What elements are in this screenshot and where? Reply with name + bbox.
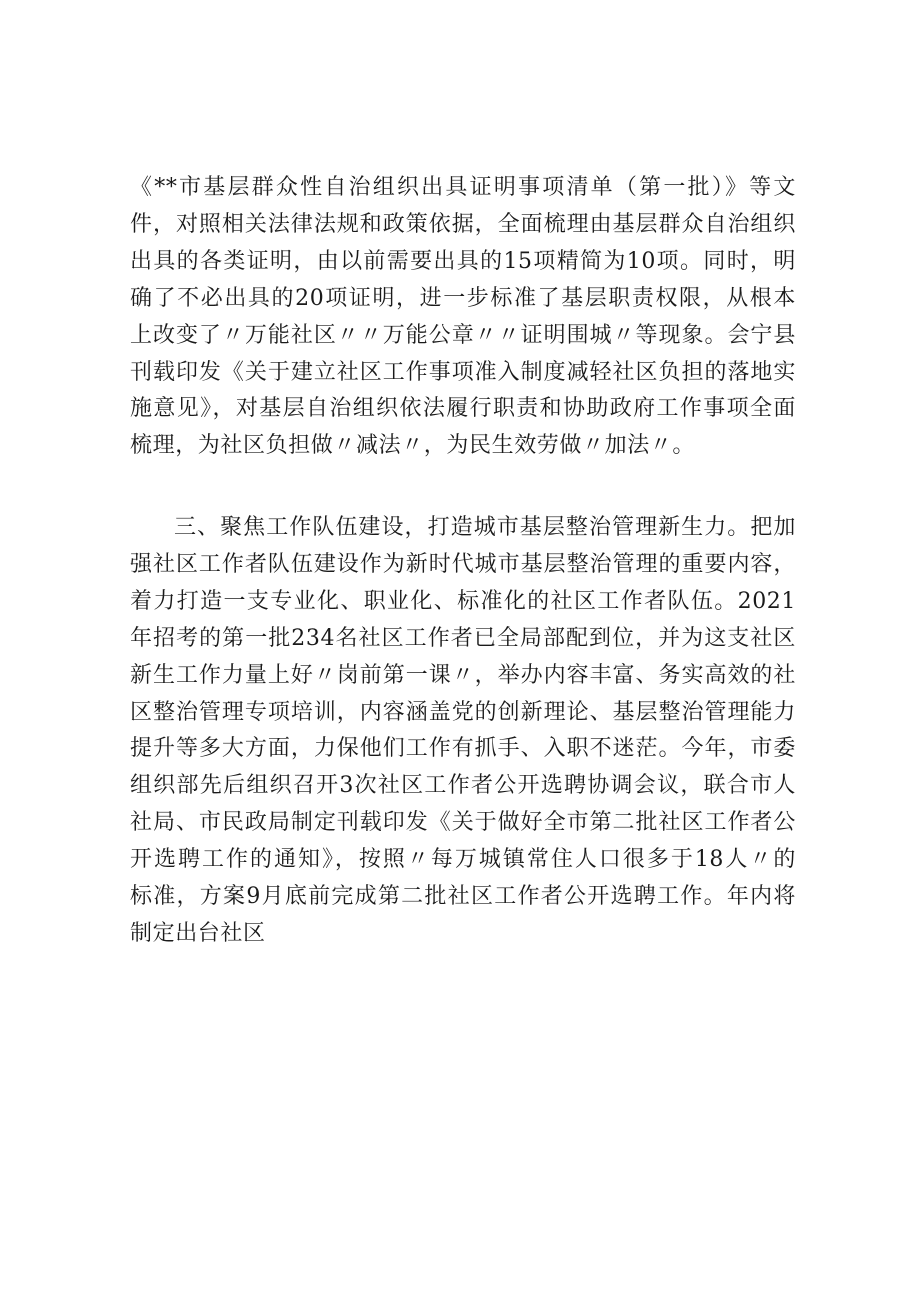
paragraph-line: 着力打造一支专业化、职业化、标准化的社区工作者队伍。2021 bbox=[130, 588, 796, 614]
paragraph-line: 提升等多大方面，力保他们工作有抓手、入职不迷茫。今年，市委 bbox=[130, 736, 796, 762]
paragraph-line: 《**市基层群众性自治组织出具证明事项清单（第一批）》等文 bbox=[130, 175, 796, 200]
paragraph-line: 社局、市民政局制定刊载印发《关于做好全市第二批社区工作者公 bbox=[130, 810, 796, 836]
paragraph-line: 三、聚焦工作队伍建设，打造城市基层整治管理新生力。把加 bbox=[174, 515, 796, 540]
paragraph-line: 出具的各类证明，由以前需要出具的15项精简为10项。同时，明 bbox=[130, 248, 796, 274]
paragraph-line: 制定出台社区 bbox=[130, 920, 266, 946]
paragraph-line: 开选聘工作的通知》，按照〃每万城镇常住人口很多于18人〃的 bbox=[130, 847, 796, 873]
paragraph-line: 上改变了〃万能社区〃〃万能公章〃〃证明围城〃等现象。会宁县 bbox=[130, 322, 796, 348]
paragraph-line: 施意见》，对基层自治组织依法履行职责和协助政府工作事项全面 bbox=[130, 396, 796, 422]
paragraph-line: 组织部先后组织召开3次社区工作者公开选聘协调会议，联合市人 bbox=[130, 773, 796, 799]
paragraph-line: 刊载印发《关于建立社区工作事项准入制度减轻社区负担的落地实 bbox=[130, 359, 796, 385]
paragraph-line: 梳理，为社区负担做〃减法〃，为民生效劳做〃加法〃。 bbox=[130, 433, 696, 459]
paragraph-line: 标准，方案9月底前完成第二批社区工作者公开选聘工作。年内将 bbox=[130, 884, 796, 910]
paragraph-line: 确了不必出具的20项证明，进一步标准了基层职责权限，从根本 bbox=[130, 285, 796, 311]
paragraph-1 bbox=[130, 170, 796, 465]
paragraph-line: 区整治管理专项培训，内容涵盖党的创新理论、基层整治管理能力 bbox=[130, 699, 796, 725]
paragraph-line: 件，对照相关法律法规和政策依据，全面梳理由基层群众自治组织 bbox=[130, 211, 796, 237]
paragraph-2 bbox=[130, 510, 796, 953]
paragraph-line: 新生工作力量上好〃岗前第一课〃，举办内容丰富、务实高效的社 bbox=[130, 662, 796, 688]
paragraph-line: 年招考的第一批234名社区工作者已全局部配到位，并为这支社区 bbox=[130, 625, 796, 651]
paragraph-line: 强社区工作者队伍建设作为新时代城市基层整治管理的重要内容， bbox=[130, 551, 796, 577]
